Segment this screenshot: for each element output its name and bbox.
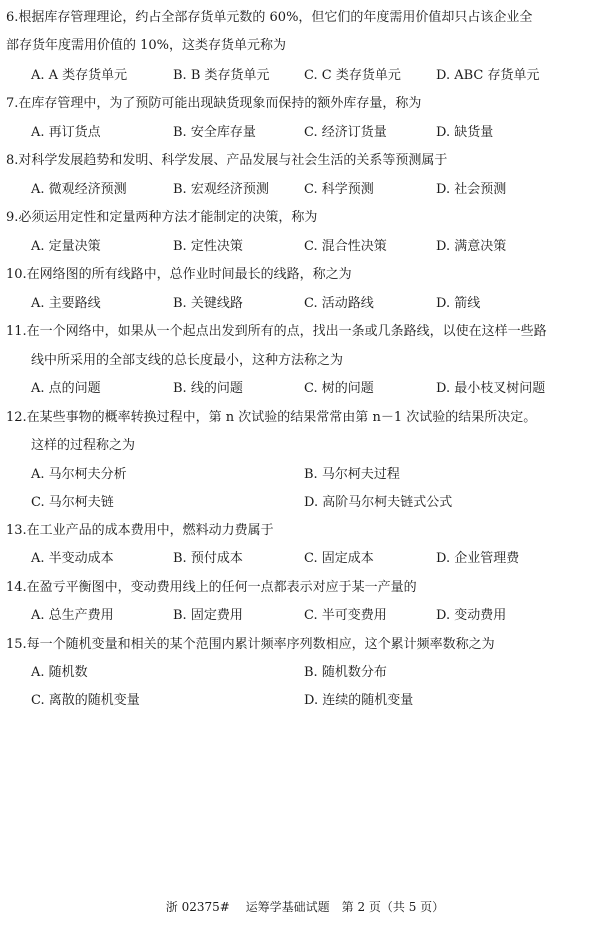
question-7-option-b[interactable]: B. 安全库存量 [173, 125, 256, 140]
question-14-option-c[interactable]: C. 半可变费用 [304, 608, 387, 623]
question-13-stem: 13.在工业产品的成本费用中，燃料动力费属于 [6, 523, 274, 538]
question-10-option-a[interactable]: A. 主要路线 [31, 296, 101, 311]
question-8-option-a[interactable]: A. 微观经济预测 [31, 182, 127, 197]
question-9-option-d[interactable]: D. 满意决策 [436, 239, 507, 254]
question-9-stem: 9.必须运用定性和定量两种方法才能制定的决策，称为 [6, 210, 318, 225]
question-14-option-d[interactable]: D. 变动费用 [436, 608, 507, 623]
question-15-stem: 15.每一个随机变量和相关的某个范围内累计频率序列数相应，这个累计频率数称之为 [6, 637, 495, 652]
question-9-option-c[interactable]: C. 混合性决策 [304, 239, 387, 254]
question-13-option-c[interactable]: C. 固定成本 [304, 551, 374, 566]
question-7-option-d[interactable]: D. 缺货量 [436, 125, 494, 140]
question-8-option-c[interactable]: C. 科学预测 [304, 182, 374, 197]
question-15-option-c[interactable]: C. 离散的随机变量 [31, 693, 140, 708]
question-10-option-d[interactable]: D. 箭线 [436, 296, 481, 311]
question-14-stem: 14.在盈亏平衡图中，变动费用线上的任何一点都表示对应于某一产量的 [6, 580, 417, 595]
question-13-option-b[interactable]: B. 预付成本 [173, 551, 243, 566]
question-12-stem-line-1: 12.在某些事物的概率转换过程中，第 n 次试验的结果常常由第 n－1 次试验的结果所决定。 [6, 410, 537, 425]
question-13-option-d[interactable]: D. 企业管理费 [436, 551, 520, 566]
page-footer: 浙 02375# 运筹学基础试题 第 2 页（共 5 页） [165, 900, 445, 914]
question-10-stem: 10.在网络图的所有线路中，总作业时间最长的线路，称之为 [6, 267, 352, 282]
question-11-stem-line-1: 11.在一个网络中，如果从一个起点出发到所有的点，找出一条或几条路线，以使在这样一些路 [6, 324, 547, 339]
question-10-option-b[interactable]: B. 关键线路 [173, 296, 243, 311]
question-6-option-c[interactable]: C. C 类存货单元 [304, 68, 401, 83]
question-6-stem-line-2: 部存货年度需用价值的 10%，这类存货单元称为 [6, 38, 287, 53]
question-7-option-a[interactable]: A. 再订货点 [31, 125, 101, 140]
question-9-option-b[interactable]: B. 定性决策 [173, 239, 243, 254]
question-6-option-a[interactable]: A. A 类存货单元 [31, 68, 128, 83]
question-11-option-d[interactable]: D. 最小枝叉树问题 [436, 381, 546, 396]
question-15-option-a[interactable]: A. 随机数 [31, 665, 88, 680]
question-11-option-b[interactable]: B. 线的问题 [173, 381, 243, 396]
question-12-option-a[interactable]: A. 马尔柯夫分析 [31, 467, 127, 482]
question-6-stem-line-1: 6.根据库存管理理论，约占全部存货单元数的 60%，但它们的年度需用价值却只占该企业全 [6, 10, 533, 25]
question-10-option-c[interactable]: C. 活动路线 [304, 296, 374, 311]
question-15-option-b[interactable]: B. 随机数分布 [304, 665, 387, 680]
question-9-option-a[interactable]: A. 定量决策 [31, 239, 101, 254]
question-6-option-b[interactable]: B. B 类存货单元 [173, 68, 270, 83]
question-8-option-b[interactable]: B. 宏观经济预测 [173, 182, 269, 197]
question-14-option-b[interactable]: B. 固定费用 [173, 608, 243, 623]
question-11-option-a[interactable]: A. 点的问题 [31, 381, 101, 396]
question-7-stem: 7.在库存管理中，为了预防可能出现缺货现象而保持的额外库存量，称为 [6, 96, 422, 111]
question-12-option-b[interactable]: B. 马尔柯夫过程 [304, 467, 400, 482]
question-13-option-a[interactable]: A. 半变动成本 [31, 551, 114, 566]
question-12-stem-line-2: 这样的过程称之为 [31, 438, 136, 453]
question-15-option-d[interactable]: D. 连续的随机变量 [304, 693, 414, 708]
question-12-option-c[interactable]: C. 马尔柯夫链 [31, 495, 114, 510]
question-8-stem: 8.对科学发展趋势和发明、科学发展、产品发展与社会生活的关系等预测属于 [6, 153, 448, 168]
question-14-option-a[interactable]: A. 总生产费用 [31, 608, 114, 623]
question-11-stem-line-2: 线中所采用的全部支线的总长度最小，这种方法称之为 [31, 353, 344, 368]
question-7-option-c[interactable]: C. 经济订货量 [304, 125, 387, 140]
question-8-option-d[interactable]: D. 社会预测 [436, 182, 507, 197]
question-11-option-c[interactable]: C. 树的问题 [304, 381, 374, 396]
question-6-option-d[interactable]: D. ABC 存货单元 [436, 68, 540, 83]
question-12-option-d[interactable]: D. 高阶马尔柯夫链式公式 [304, 495, 453, 510]
